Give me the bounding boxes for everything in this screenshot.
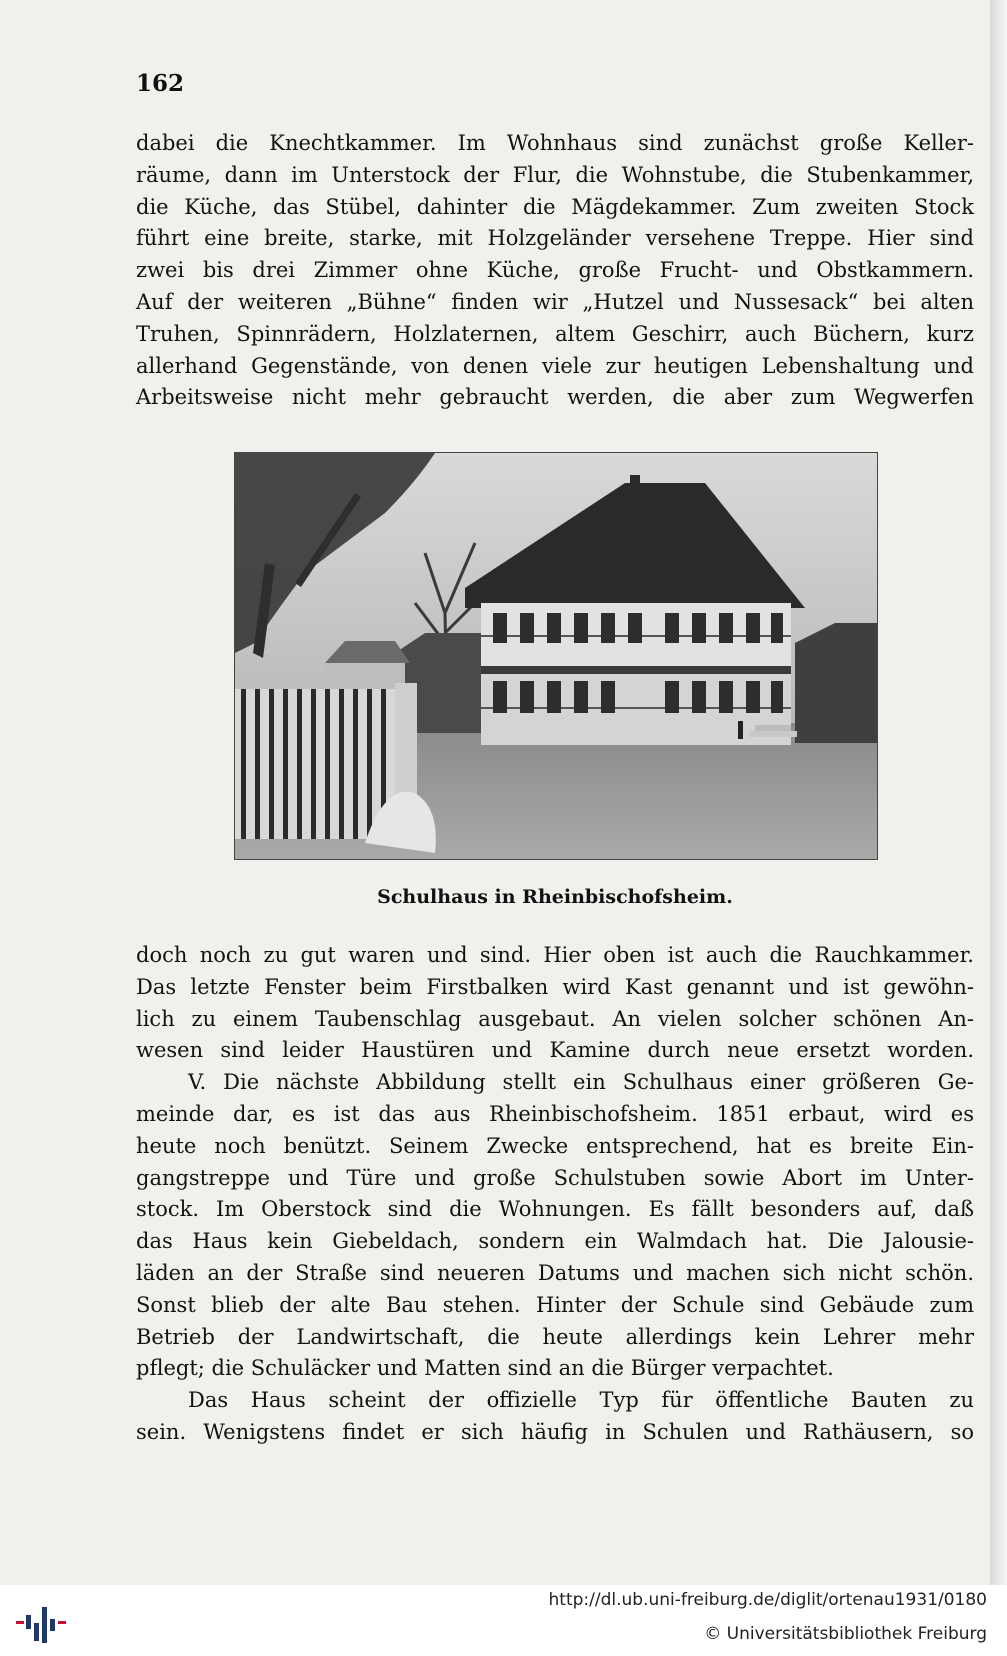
text-line: heute noch benützt. Seinem Zwecke entsprechend, hat es breite Ein- [136, 1133, 974, 1158]
photo-illustration [235, 453, 877, 859]
fence [235, 683, 436, 853]
copyright-notice: © Universitätsbibliothek Freiburg [704, 1624, 987, 1644]
text-line: Das Haus scheint der offizielle Typ für öffentliche Bauten zu [188, 1388, 974, 1413]
text-line: lich zu einem Taubenschlag ausgebaut. An vielen solcher schönen An- [136, 1006, 974, 1031]
library-logo-icon [12, 1597, 68, 1651]
text-line: allerhand Gegenstände, von denen viele zur heutigen Lebenshaltung und [136, 353, 974, 378]
text-line: räume, dann im Unterstock der Flur, die Wohnstube, die Stubenkammer, [136, 162, 974, 187]
figure-caption: Schulhaus in Rheinbischofsheim. [377, 886, 733, 908]
text-line: dabei die Knechtkammer. Im Wohnhaus sind zunächst große Keller- [136, 131, 974, 155]
text-line: Auf der weiteren „Bühne“ finden wir „Hutzel und Nussesack“ bei alten [136, 289, 974, 314]
page-number: 162 [136, 70, 185, 97]
text-line: zwei bis drei Zimmer ohne Küche, große Frucht- und Obstkammern. [136, 258, 974, 283]
text-line: läden an der Straße sind neueren Datums und machen sich nicht schön. [136, 1260, 974, 1285]
right-building [795, 623, 877, 743]
text-line: V. Die nächste Abbildung stellt ein Schulhaus einer größeren Ge- [188, 1070, 974, 1095]
text-line: gangstreppe und Türe und große Schulstuben sowie Abort im Unter- [136, 1165, 974, 1190]
text-line: führt eine breite, starke, mit Holzgeländer versehene Treppe. Hier sind [136, 226, 974, 251]
paragraph-bottom [136, 940, 974, 1449]
source-url-link[interactable]: http://dl.ub.uni-freiburg.de/diglit/ortenau1931/0180 [548, 1590, 987, 1610]
text-line: wesen sind leider Haustüren und Kamine durch neue ersetzt worden. [136, 1038, 974, 1063]
text-line: Sonst blieb der alte Bau stehen. Hinter der Schule sind Gebäude zum [136, 1292, 974, 1317]
text-line: pflegt; die Schuläcker und Matten sind an die Bürger verpachtet. [136, 1356, 834, 1381]
text-line: meinde dar, es ist das aus Rheinbischofsheim. 1851 erbaut, wird es [136, 1101, 974, 1126]
text-line: das Haus kein Giebeldach, sondern ein Walmdach hat. Die Jalousie- [136, 1229, 974, 1254]
text-line: stock. Im Oberstock sind die Wohnungen. Es fällt besonders auf, daß [136, 1197, 974, 1222]
paragraph-top [136, 128, 974, 414]
page-edge [990, 0, 1007, 1585]
text-line: Truhen, Spinnrädern, Holzlaternen, altem Geschirr, auch Büchern, kurz [136, 321, 974, 346]
text-line: die Küche, das Stübel, dahinter die Mägdekammer. Zum zweiten Stock [136, 194, 974, 219]
text-line: Betrieb der Landwirtschaft, die heute allerdings kein Lehrer mehr [136, 1324, 974, 1349]
text-line: doch noch zu gut waren und sind. Hier oben ist auch die Rauchkammer. [136, 943, 974, 967]
text-line: Das letzte Fenster beim Firstbalken wird Kast genannt und ist gewöhn- [136, 974, 974, 999]
schoolhouse-photo [234, 452, 878, 860]
text-line: sein. Wenigstens findet er sich häufig in Schulen und Rathäusern, so [136, 1419, 974, 1444]
text-line: Arbeitsweise nicht mehr gebraucht werden, die aber zum Wegwerfen [136, 385, 974, 410]
